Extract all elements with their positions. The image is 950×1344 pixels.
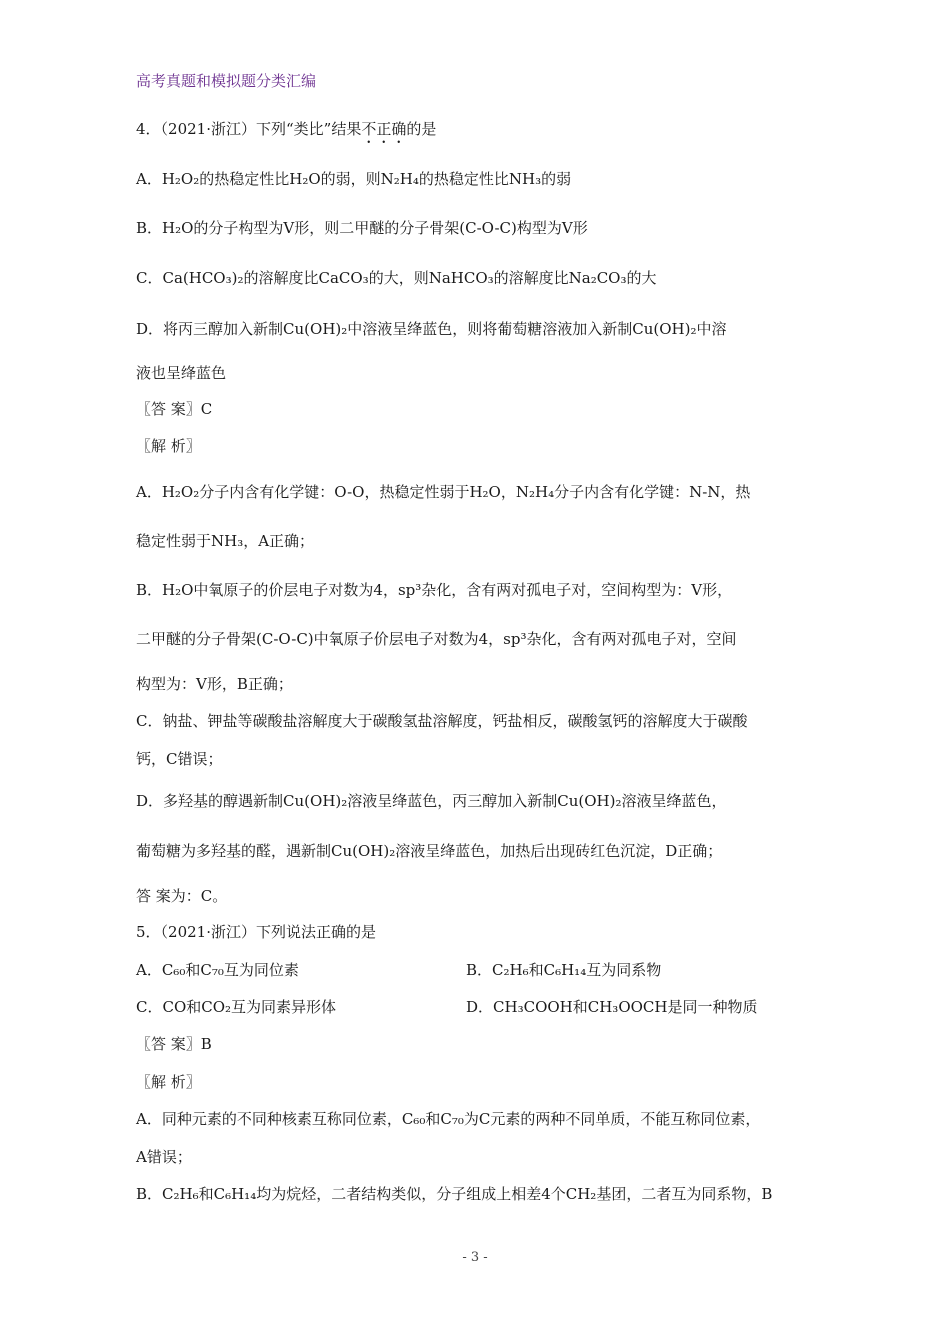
q4-analysis-label: 〖解 析〗 (136, 437, 201, 455)
q4-stem (136, 118, 436, 147)
q5-option-c: C．CO和CO₂互为同素异形体 (136, 998, 337, 1016)
q4-option-d-line1: D．将丙三醇加入新制Cu(OH)₂中溶液呈绛蓝色，则将葡萄糖溶液加入新制Cu(OH)₂中溶 (136, 320, 727, 338)
q5-option-a: A．C₆₀和C₇₀互为同位素 (136, 961, 299, 979)
q4-explain-a-line1: A．H₂O₂分子内含有化学键：O-O，热稳定性弱于H₂O，N₂H₄分子内含有化学键：N-N，热 (136, 483, 751, 501)
q4-explain-c-line2: 钙，C错误； (136, 750, 223, 768)
q4-final-answer: 答 案为：C。 (136, 887, 228, 905)
q5-option-b: B．C₂H₆和C₆H₁₄互为同系物 (466, 961, 662, 979)
q4-option-d-line2: 液也呈绛蓝色 (136, 364, 227, 382)
q4-stem-post: 的是 (406, 120, 437, 138)
q5-explain-a-line2: A错误； (136, 1148, 192, 1166)
page-header: 高考真题和模拟题分类汇编 (136, 72, 317, 90)
q4-explain-d-line2: 葡萄糖为多羟基的醛，遇新制Cu(OH)₂溶液呈绛蓝色，加热后出现砖红色沉淀，D正确； (136, 842, 723, 860)
q4-option-b: B．H₂O的分子构型为V形，则二甲醚的分子骨架(C-O-C)构型为V形 (136, 219, 588, 237)
q5-analysis-label: 〖解 析〗 (136, 1073, 201, 1091)
q4-explain-c-line1: C．钠盐、钾盐等碳酸盐溶解度大于碳酸氢盐溶解度，钙盐相反，碳酸氢钙的溶解度大于碳酸 (136, 712, 748, 730)
q5-explain-a-line1: A．同种元素的不同种核素互称同位素，C₆₀和C₇₀为C元素的两种不同单质，不能互称同位素， (136, 1110, 761, 1128)
q4-stem-emphasis: 不正确 (361, 120, 407, 138)
q4-explain-b-line1: B．H₂O中氧原子的价层电子对数为4，sp³杂化，含有两对孤电子对，空间构型为：V形， (136, 581, 733, 599)
page-number: - 3 - (462, 1250, 488, 1265)
q4-answer: 〖答 案〗C (136, 400, 213, 418)
q5-option-d: D．CH₃COOH和CH₃OOCH是同一种物质 (466, 998, 758, 1016)
q4-option-c: C．Ca(HCO₃)₂的溶解度比CaCO₃的大，则NaHCO₃的溶解度比Na₂CO₃的大 (136, 269, 657, 287)
q5-stem: 5．（2021·浙江）下列说法正确的是 (136, 923, 376, 941)
q4-explain-b-line2: 二甲醚的分子骨架(C-O-C)中氧原子价层电子对数为4，sp³杂化，含有两对孤电子对，空间 (136, 630, 737, 648)
q4-stem-pre: 4．（2021·浙江）下列“类比”结果 (136, 120, 362, 138)
q4-option-a: A．H₂O₂的热稳定性比H₂O的弱，则N₂H₄的热稳定性比NH₃的弱 (136, 170, 572, 188)
q5-explain-b-line1: B．C₂H₆和C₆H₁₄均为烷烃，二者结构类似，分子组成上相差4个CH₂基团，二者互为同系物，B (136, 1185, 773, 1203)
q5-answer: 〖答 案〗B (136, 1035, 212, 1053)
q4-explain-a-line2: 稳定性弱于NH₃，A正确； (136, 532, 315, 550)
q4-explain-b-line3: 构型为：V形，B正确； (136, 675, 293, 693)
q4-explain-d-line1: D．多羟基的醇遇新制Cu(OH)₂溶液呈绛蓝色，丙三醇加入新制Cu(OH)₂溶液呈绛蓝色， (136, 792, 727, 810)
